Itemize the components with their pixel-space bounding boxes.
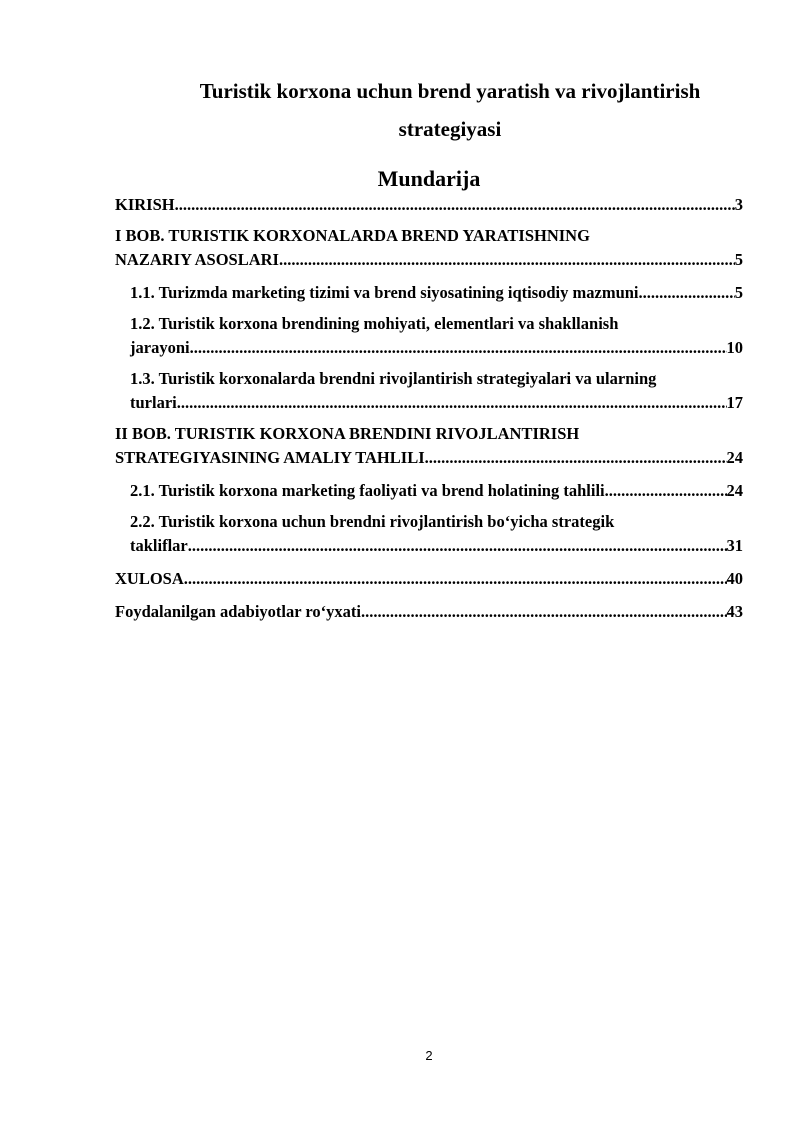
toc-entry-section-2-1[interactable] bbox=[115, 479, 743, 503]
toc-entry-text-line1: 1.3. Turistik korxonalarda brendni rivojlantirish strategiyalari va ularning bbox=[130, 369, 657, 388]
toc-dot-leader bbox=[190, 336, 727, 360]
toc-entry-text: turlari bbox=[130, 393, 177, 412]
toc-entry-section-1-1[interactable] bbox=[115, 281, 743, 305]
toc-dot-leader bbox=[425, 446, 727, 470]
toc-dot-leader bbox=[361, 600, 726, 624]
toc-entry-text: XULOSA bbox=[115, 569, 184, 588]
title-line-2: strategiyasi bbox=[398, 117, 502, 141]
toc-dot-leader bbox=[188, 534, 727, 558]
toc-heading: Mundarija bbox=[377, 166, 481, 191]
table-of-contents bbox=[115, 193, 743, 624]
toc-entry-text: jarayoni bbox=[130, 338, 190, 357]
toc-page-number: 17 bbox=[726, 393, 743, 412]
toc-entry-text: 2.1. Turistik korxona marketing faoliyati va brend holatining tahlili bbox=[130, 481, 605, 500]
toc-entry-text: takliflar bbox=[130, 536, 188, 555]
toc-entry-xulosa[interactable] bbox=[115, 567, 743, 591]
toc-entry-text: 1.1. Turizmda marketing tizimi va brend siyosatining iqtisodiy mazmuni bbox=[130, 283, 639, 302]
toc-entry-text: Foydalanilgan adabiyotlar ro‘yxati bbox=[115, 602, 362, 621]
toc-entry-references[interactable] bbox=[115, 600, 743, 624]
toc-entry-text-line1: II BOB. TURISTIK KORXONA BRENDINI RIVOJLANTIRISH bbox=[115, 424, 580, 443]
document-title bbox=[140, 72, 760, 148]
toc-entry-section-2-2[interactable] bbox=[115, 510, 743, 558]
toc-dot-leader bbox=[639, 281, 735, 305]
toc-dot-leader bbox=[177, 391, 727, 415]
toc-dot-leader bbox=[279, 248, 735, 272]
toc-page-number: 24 bbox=[726, 481, 743, 500]
toc-page-number: 24 bbox=[726, 448, 743, 467]
toc-entry-chapter-2[interactable] bbox=[115, 422, 743, 470]
toc-entry-text-line1: 2.2. Turistik korxona uchun brendni rivojlantirish bo‘yicha strategik bbox=[130, 512, 615, 531]
toc-entry-text-line1: I BOB. TURISTIK KORXONALARDA BREND YARATISHNING bbox=[115, 226, 590, 245]
page-number: 2 bbox=[425, 1048, 433, 1063]
toc-entry-section-1-2[interactable] bbox=[115, 312, 743, 360]
toc-entry-section-1-3[interactable] bbox=[115, 367, 743, 415]
toc-page-number: 43 bbox=[726, 602, 743, 621]
toc-dot-leader bbox=[605, 479, 727, 503]
toc-entry-chapter-1[interactable] bbox=[115, 224, 743, 272]
toc-page-number: 3 bbox=[734, 195, 743, 214]
toc-page-number: 31 bbox=[726, 536, 743, 555]
toc-page-number: 5 bbox=[734, 250, 743, 269]
toc-entry-text: STRATEGIYASINING AMALIY TAHLILI bbox=[115, 448, 425, 467]
toc-dot-leader bbox=[175, 193, 735, 217]
toc-dot-leader bbox=[184, 567, 727, 591]
toc-entry-text: KIRISH bbox=[115, 195, 175, 214]
toc-page-number: 5 bbox=[734, 283, 743, 302]
toc-entry-text-line1: 1.2. Turistik korxona brendining mohiyati, elementlari va shakllanish bbox=[130, 314, 619, 333]
toc-entry-text: NAZARIY ASOSLARI bbox=[115, 250, 279, 269]
title-line-1: Turistik korxona uchun brend yaratish va rivojlantirish bbox=[199, 79, 701, 103]
toc-page-number: 40 bbox=[726, 569, 743, 588]
toc-entry-kirish[interactable] bbox=[115, 193, 743, 217]
toc-page-number: 10 bbox=[726, 338, 743, 357]
